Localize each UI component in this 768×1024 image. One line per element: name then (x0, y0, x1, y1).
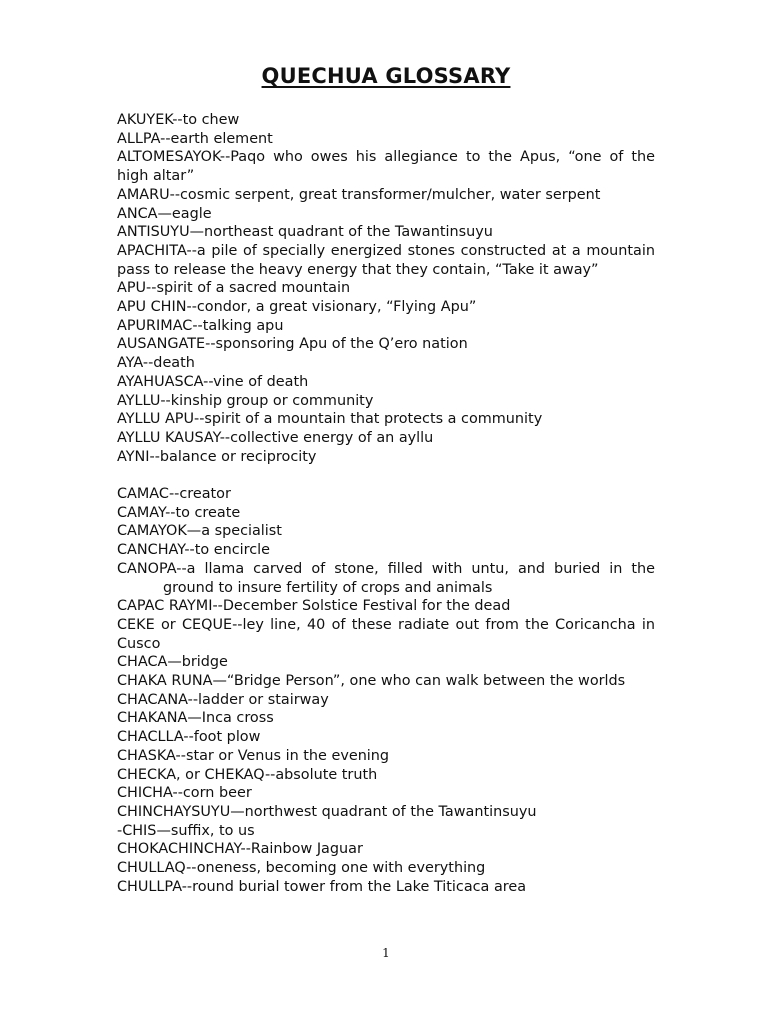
section-gap (117, 466, 655, 485)
glossary-entry: CHACA—bridge (117, 654, 228, 671)
glossary-entry: AMARU--cosmic serpent, great transformer/mulcher, water serpent (117, 186, 601, 203)
glossary-entry: AYLLU KAUSAY--collective energy of an ayllu (117, 429, 434, 446)
glossary-entry: CHULLPA--round burial tower from the Lake Titicaca area (117, 878, 527, 895)
page-title: QUECHUA GLOSSARY (261, 64, 511, 88)
glossary-entry: AKUYEK--to chew (117, 112, 240, 128)
glossary-entry: CAMAC--creator (117, 486, 231, 503)
glossary-entry: APU CHIN--condor, a great visionary, “Flying Apu” (117, 299, 477, 316)
glossary-entry: CHINCHAYSUYU—northwest quadrant of the Tawantinsuyu (117, 804, 537, 820)
glossary-entry: CAPAC RAYMI--December Solstice Festival for the dead (117, 598, 511, 615)
glossary-entry: ALTOMESAYOK--Paqo who owes his allegiance to the Apus, “one of the high altar” (117, 149, 655, 185)
glossary-entry: AYAHUASCA--vine of death (117, 373, 309, 390)
glossary-entry: CAMAY--to create (117, 504, 241, 521)
glossary-entry: CHICHA--corn beer (117, 785, 252, 802)
glossary-list (117, 111, 655, 897)
glossary-entry: APURIMAC--talking apu (117, 317, 284, 334)
glossary-entry: CHAKANA—Inca cross (117, 710, 274, 727)
glossary-entry: CEKE or CEQUE--ley line, 40 of these radiate out from the Coricancha in Cusco (117, 616, 655, 652)
glossary-entry: AYNI--balance or reciprocity (117, 448, 317, 465)
glossary-entry: APACHITA--a pile of specially energized stones constructed at a mountain pass to release the heavy energy that they contain, “Take it away” (117, 242, 655, 278)
glossary-entry: CHECKA, or CHEKAQ--absolute truth (117, 766, 378, 783)
glossary-entry: CHACLLA--foot plow (117, 729, 261, 746)
glossary-entry: AYLLU APU--spirit of a mountain that protects a community (117, 411, 543, 428)
glossary-entry: CAMAYOK—a specialist (117, 523, 282, 540)
glossary-entry: CHAKA RUNA—“Bridge Person”, one who can walk between the worlds (117, 673, 626, 690)
glossary-entry: APU--spirit of a sacred mountain (117, 280, 351, 297)
page-number: 1 (382, 946, 390, 960)
glossary-entry: CHOKACHINCHAY--Rainbow Jaguar (117, 841, 363, 858)
glossary-entry: ANCA—eagle (117, 205, 212, 222)
glossary-entry: CANOPA--a llama carved of stone, filled with untu, and buried in the ground to insure fertility of crops and animals (117, 560, 655, 596)
glossary-entry: ALLPA--earth element (117, 130, 273, 147)
glossary-entry: CHACANA--ladder or stairway (117, 691, 329, 708)
glossary-entry: ANTISUYU—northeast quadrant of the Tawantinsuyu (117, 224, 493, 241)
glossary-entry: CHULLAQ--oneness, becoming one with everything (117, 860, 486, 877)
glossary-entry: AUSANGATE--sponsoring Apu of the Q’ero nation (117, 336, 468, 353)
glossary-entry: AYLLU--kinship group or community (117, 392, 374, 409)
glossary-entry: CANCHAY--to encircle (117, 542, 270, 559)
glossary-entry: AYA--death (117, 355, 195, 372)
glossary-entry: -CHIS—suffix, to us (117, 822, 255, 839)
glossary-entry: CHASKA--star or Venus in the evening (117, 747, 390, 764)
